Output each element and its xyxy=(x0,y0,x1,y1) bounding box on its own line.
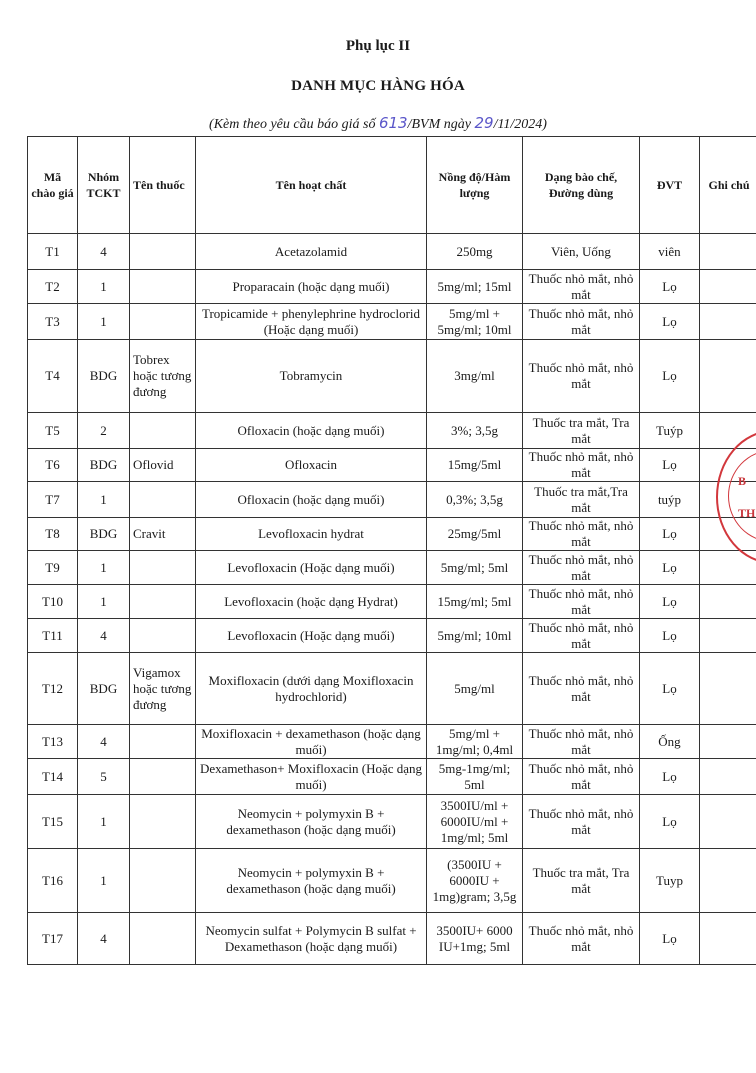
cell-strength: 5mg/ml xyxy=(427,653,523,725)
cell-group: 1 xyxy=(78,270,130,304)
cell-code: T14 xyxy=(28,759,78,795)
cell-strength: (3500IU + 6000IU + 1mg)gram; 3,5g xyxy=(427,849,523,913)
cell-group: 4 xyxy=(78,725,130,759)
annex-label: Phụ lục II xyxy=(345,38,411,54)
cell-note xyxy=(700,304,756,340)
cell-strength: 5mg/ml + 5mg/ml; 10ml xyxy=(427,304,523,340)
cell-code: T6 xyxy=(28,449,78,482)
cell-form: Thuốc nhỏ mắt, nhỏ mắt xyxy=(523,585,640,619)
col-header-strength: Nồng độ/Hàm lượng xyxy=(427,137,523,234)
cell-code: T8 xyxy=(28,518,78,551)
seal-text-line2: TH xyxy=(738,506,756,520)
cell-code: T5 xyxy=(28,413,78,449)
cell-strength: 15mg/ml; 5ml xyxy=(427,585,523,619)
document-title: DANH MỤC HÀNG HÓA xyxy=(291,78,465,94)
cell-code: T11 xyxy=(28,619,78,653)
table-row xyxy=(28,725,756,759)
cell-code: T15 xyxy=(28,795,78,849)
cell-strength: 3500IU+ 6000 IU+1mg; 5ml xyxy=(427,913,523,965)
cell-code: T7 xyxy=(28,482,78,518)
cell-group: 1 xyxy=(78,585,130,619)
cell-strength: 5mg/ml; 5ml xyxy=(427,551,523,585)
cell-drug xyxy=(130,413,196,449)
cell-ingredient: Ofloxacin (hoặc dạng muối) xyxy=(196,482,427,518)
cell-strength: 3500IU/ml + 6000IU/ml + 1mg/ml; 5ml xyxy=(427,795,523,849)
col-header-code: Mã chào giá xyxy=(28,137,78,234)
table-row xyxy=(28,551,756,585)
cell-form: Thuốc nhỏ mắt, nhỏ mắt xyxy=(523,270,640,304)
cell-strength: 25mg/5ml xyxy=(427,518,523,551)
cell-note xyxy=(700,759,756,795)
cell-unit: Tuýp xyxy=(640,413,700,449)
cell-drug xyxy=(130,725,196,759)
cell-ingredient: Levofloxacin (Hoặc dạng muối) xyxy=(196,619,427,653)
cell-ingredient: Moxifloxacin (dưới dạng Moxifloxacin hydrochlorid) xyxy=(196,653,427,725)
cell-drug: Cravit xyxy=(130,518,196,551)
cell-note xyxy=(700,653,756,725)
cell-drug: Tobrex hoặc tương đương xyxy=(130,340,196,413)
cell-form: Thuốc nhỏ mắt, nhỏ mắt xyxy=(523,759,640,795)
cell-form: Thuốc nhỏ mắt, nhỏ mắt xyxy=(523,653,640,725)
table-row xyxy=(28,270,756,304)
cell-strength: 250mg xyxy=(427,234,523,270)
table-row xyxy=(28,759,756,795)
cell-strength: 5mg/ml; 10ml xyxy=(427,619,523,653)
cell-code: T17 xyxy=(28,913,78,965)
cell-drug xyxy=(130,270,196,304)
cell-unit: Lọ xyxy=(640,270,700,304)
cell-strength: 15mg/5ml xyxy=(427,449,523,482)
cell-drug xyxy=(130,304,196,340)
cell-ingredient: Tropicamide + phenylephrine hydroclorid (Hoặc dạng muối) xyxy=(196,304,427,340)
cell-ingredient: Tobramycin xyxy=(196,340,427,413)
table-row xyxy=(28,795,756,849)
cell-code: T3 xyxy=(28,304,78,340)
cell-strength: 0,3%; 3,5g xyxy=(427,482,523,518)
table-row xyxy=(28,449,756,482)
cell-ingredient: Levofloxacin hydrat xyxy=(196,518,427,551)
cell-ingredient: Ofloxacin (hoặc dạng muối) xyxy=(196,413,427,449)
cell-code: T4 xyxy=(28,340,78,413)
table-row xyxy=(28,518,756,551)
cell-unit: Lọ xyxy=(640,619,700,653)
cell-group: 4 xyxy=(78,619,130,653)
col-header-unit: ĐVT xyxy=(640,137,700,234)
cell-unit: tuýp xyxy=(640,482,700,518)
table-row xyxy=(28,413,756,449)
cell-code: T16 xyxy=(28,849,78,913)
cell-drug xyxy=(130,849,196,913)
cell-code: T1 xyxy=(28,234,78,270)
cell-form: Thuốc nhỏ mắt, nhỏ mắt xyxy=(523,551,640,585)
cell-note xyxy=(700,849,756,913)
table-row xyxy=(28,340,756,413)
cell-code: T9 xyxy=(28,551,78,585)
col-header-group: Nhóm TCKT xyxy=(78,137,130,234)
cell-note xyxy=(700,619,756,653)
cell-unit: viên xyxy=(640,234,700,270)
table-row xyxy=(28,653,756,725)
cell-code: T10 xyxy=(28,585,78,619)
cell-unit: Lọ xyxy=(640,551,700,585)
table-header-row xyxy=(28,137,756,234)
cell-ingredient: Ofloxacin xyxy=(196,449,427,482)
handwritten-quote-number: 613 xyxy=(378,114,408,132)
subtitle-prefix: (Kèm theo yêu cầu báo giá số xyxy=(209,117,379,132)
cell-form: Thuốc tra mắt,Tra mắt xyxy=(523,482,640,518)
cell-strength: 5mg/ml + 1mg/ml; 0,4ml xyxy=(427,725,523,759)
cell-group: 1 xyxy=(78,304,130,340)
cell-group: 1 xyxy=(78,849,130,913)
cell-ingredient: Neomycin + polymyxin B + dexamethason (hoặc dạng muối) xyxy=(196,795,427,849)
seal-text-line1: B xyxy=(738,474,747,488)
cell-unit: Lọ xyxy=(640,304,700,340)
document-subtitle xyxy=(0,114,756,133)
cell-drug: Vigamox hoặc tương đương xyxy=(130,653,196,725)
cell-drug xyxy=(130,619,196,653)
cell-form: Thuốc nhỏ mắt, nhỏ mắt xyxy=(523,518,640,551)
cell-form: Thuốc nhỏ mắt, nhỏ mắt xyxy=(523,795,640,849)
cell-drug xyxy=(130,585,196,619)
cell-unit: Lọ xyxy=(640,653,700,725)
cell-strength: 5mg-1mg/ml; 5ml xyxy=(427,759,523,795)
subtitle-suffix: /11/2024) xyxy=(493,117,547,132)
cell-strength: 5mg/ml; 15ml xyxy=(427,270,523,304)
cell-note xyxy=(700,913,756,965)
cell-unit: Lọ xyxy=(640,585,700,619)
cell-group: BDG xyxy=(78,449,130,482)
table-row xyxy=(28,234,756,270)
cell-group: 1 xyxy=(78,551,130,585)
cell-unit: Lọ xyxy=(640,759,700,795)
cell-ingredient: Acetazolamid xyxy=(196,234,427,270)
table-row xyxy=(28,619,756,653)
handwritten-day: 29 xyxy=(474,114,494,132)
cell-ingredient: Dexamethason+ Moxifloxacin (Hoặc dạng muối) xyxy=(196,759,427,795)
cell-form: Thuốc nhỏ mắt, nhỏ mắt xyxy=(523,304,640,340)
cell-ingredient: Levofloxacin (Hoặc dạng muối) xyxy=(196,551,427,585)
cell-form: Thuốc nhỏ mắt, nhỏ mắt xyxy=(523,725,640,759)
cell-note xyxy=(700,795,756,849)
cell-form: Viên, Uống xyxy=(523,234,640,270)
cell-unit: Tuyp xyxy=(640,849,700,913)
cell-note xyxy=(700,270,756,304)
cell-form: Thuốc nhỏ mắt, nhỏ mắt xyxy=(523,619,640,653)
cell-drug xyxy=(130,482,196,518)
cell-group: 5 xyxy=(78,759,130,795)
cell-group: BDG xyxy=(78,340,130,413)
cell-drug: Oflovid xyxy=(130,449,196,482)
cell-note xyxy=(700,340,756,413)
cell-drug xyxy=(130,759,196,795)
col-header-ingredient: Tên hoạt chất xyxy=(196,137,427,234)
cell-drug xyxy=(130,234,196,270)
subtitle-middle: /BVM ngày xyxy=(407,117,475,132)
cell-form: Thuốc nhỏ mắt, nhỏ mắt xyxy=(523,449,640,482)
cell-ingredient: Neomycin sulfat + Polymycin B sulfat + Dexamethason (hoặc dạng muối) xyxy=(196,913,427,965)
table-row xyxy=(28,482,756,518)
cell-group: BDG xyxy=(78,518,130,551)
cell-ingredient: Neomycin + polymyxin B + dexamethason (hoặc dạng muối) xyxy=(196,849,427,913)
cell-unit: Ống xyxy=(640,725,700,759)
cell-form: Thuốc tra mắt, Tra mắt xyxy=(523,413,640,449)
cell-drug xyxy=(130,795,196,849)
cell-unit: Lọ xyxy=(640,913,700,965)
cell-strength: 3%; 3,5g xyxy=(427,413,523,449)
col-header-drug: Tên thuốc xyxy=(130,137,196,234)
cell-ingredient: Proparacain (hoặc dạng muối) xyxy=(196,270,427,304)
goods-table xyxy=(27,136,756,965)
cell-code: T2 xyxy=(28,270,78,304)
cell-form: Thuốc tra mắt, Tra mắt xyxy=(523,849,640,913)
cell-group: 4 xyxy=(78,913,130,965)
cell-code: T12 xyxy=(28,653,78,725)
col-header-form: Dạng bào chế, Đường dùng xyxy=(523,137,640,234)
cell-form: Thuốc nhỏ mắt, nhỏ mắt xyxy=(523,913,640,965)
table-row xyxy=(28,913,756,965)
cell-unit: Lọ xyxy=(640,518,700,551)
col-header-note: Ghi chú xyxy=(700,137,756,234)
cell-unit: Lọ xyxy=(640,795,700,849)
cell-note xyxy=(700,585,756,619)
cell-group: 1 xyxy=(78,795,130,849)
cell-note xyxy=(700,234,756,270)
cell-form: Thuốc nhỏ mắt, nhỏ mắt xyxy=(523,340,640,413)
cell-ingredient: Moxifloxacin + dexamethason (hoặc dạng muối) xyxy=(196,725,427,759)
cell-group: 1 xyxy=(78,482,130,518)
table-row xyxy=(28,304,756,340)
cell-code: T13 xyxy=(28,725,78,759)
cell-drug xyxy=(130,913,196,965)
table-row xyxy=(28,849,756,913)
cell-unit: Lọ xyxy=(640,449,700,482)
cell-note xyxy=(700,725,756,759)
cell-unit: Lọ xyxy=(640,340,700,413)
cell-group: 4 xyxy=(78,234,130,270)
cell-group: 2 xyxy=(78,413,130,449)
table-row xyxy=(28,585,756,619)
cell-drug xyxy=(130,551,196,585)
cell-ingredient: Levofloxacin (hoặc dạng Hydrat) xyxy=(196,585,427,619)
cell-strength: 3mg/ml xyxy=(427,340,523,413)
cell-group: BDG xyxy=(78,653,130,725)
